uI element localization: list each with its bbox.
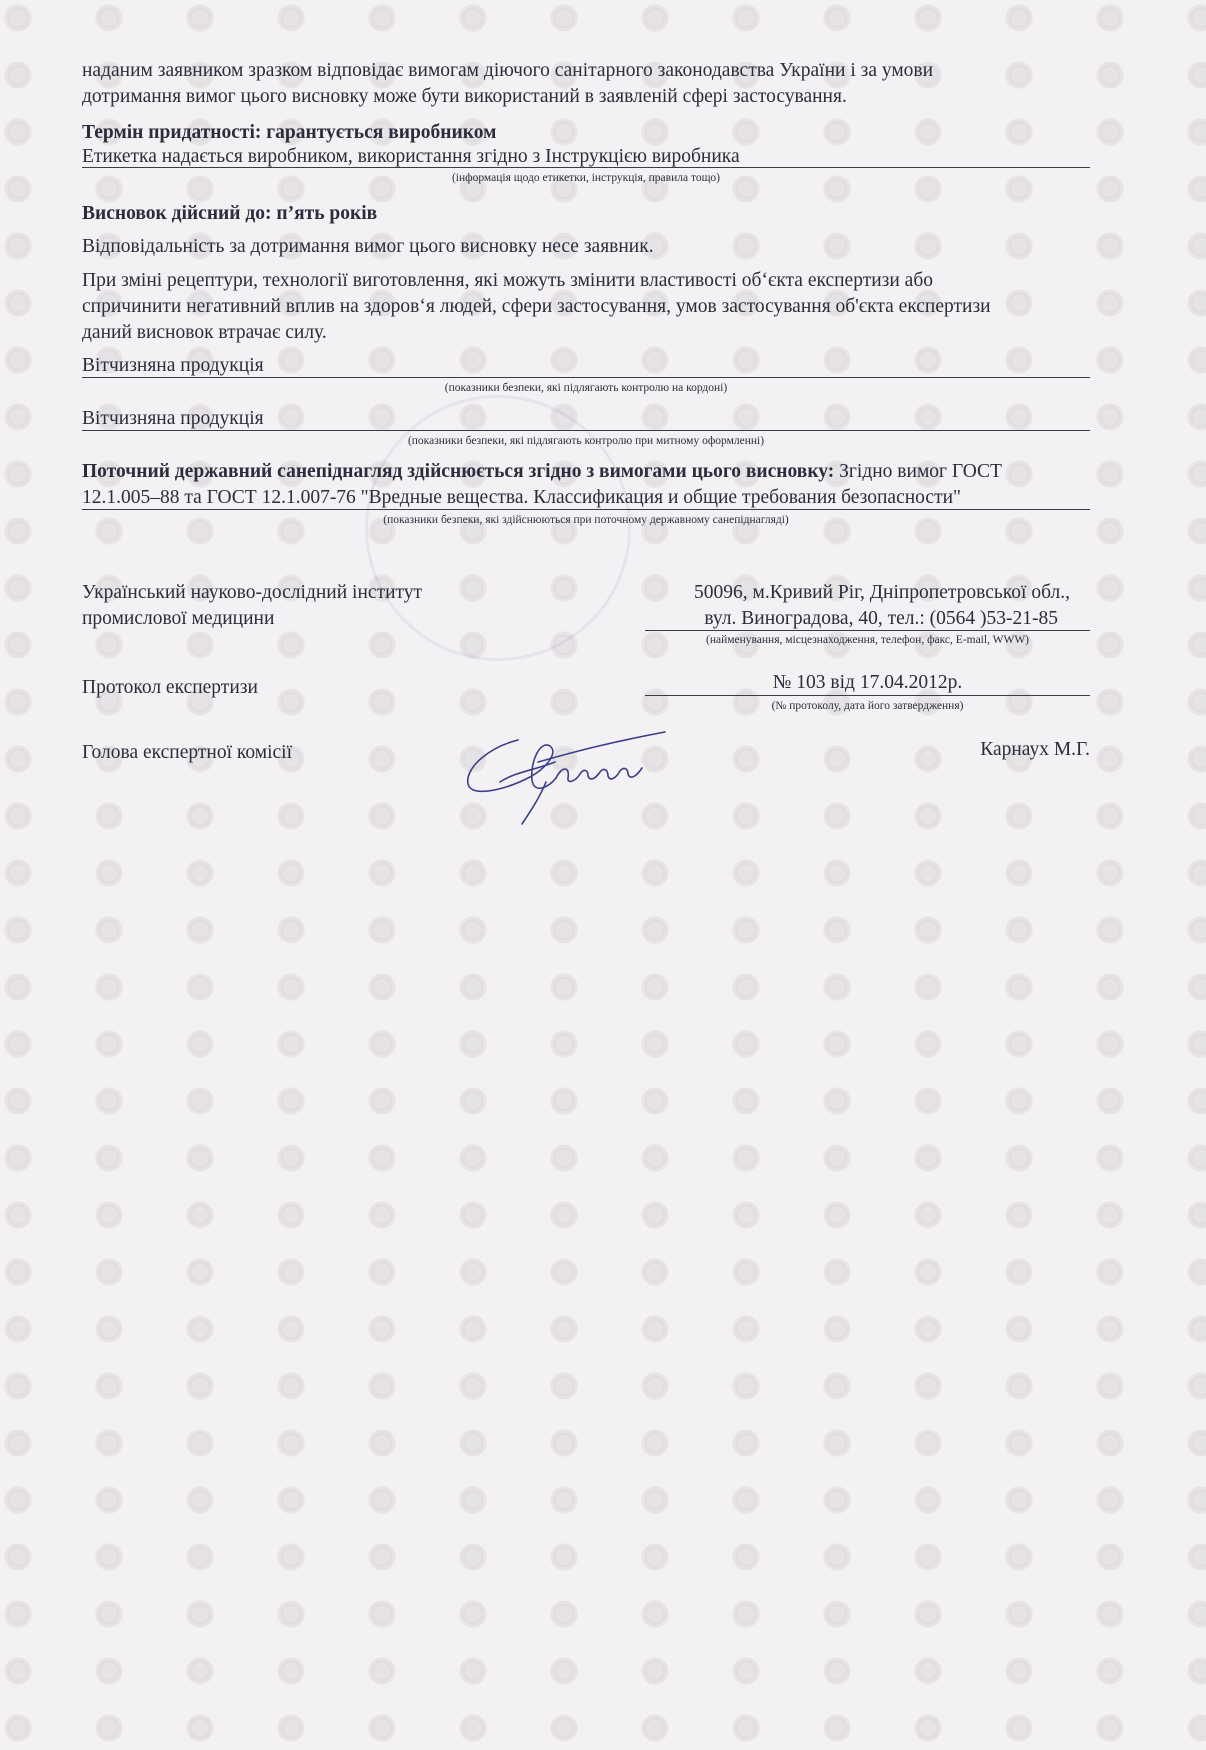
protocol-caption: (№ протоколу, дата його затвердження) [771, 700, 964, 712]
institute-address-rule [645, 630, 1090, 631]
supervision-line-2: 12.1.005–88 та ГОСТ 12.1.007-76 "Вредные вещества. Классификация и общие требования безопасности" [82, 487, 961, 508]
institute-address-caption: (найменування, місцезнаходження, телефон, факс, E-mail, WWW) [705, 634, 1030, 646]
handwritten-signature [460, 722, 680, 827]
shelf-life-label: Термін придатності: гарантується виробником [82, 122, 497, 143]
commission-head-label: Голова експертної комісії [82, 742, 293, 763]
label-info-value: Етикетка надається виробником, використання згідно з Інструкцією виробника [82, 146, 740, 167]
supervision-rule [82, 509, 1090, 510]
intro-line-1: наданим заявником зразком відповідає вимогам діючого санітарного законодавства України і за умови [82, 60, 934, 81]
change-notice-line-3: даний висновок втрачає силу. [82, 322, 327, 343]
responsibility-text: Відповідальність за дотримання вимог цього висновку несе заявник. [82, 236, 654, 257]
supervision-line-1 [82, 459, 1002, 485]
change-notice-line-1: При зміні рецептури, технології виготовлення, які можуть змінити властивості об‘єкта експертизи або [82, 270, 934, 291]
customs-control-caption: (показники безпеки, які підлягають контролю при митному оформленні) [407, 435, 765, 447]
supervision-label: Поточний державний санепіднагляд здійснюється згідно з вимогами цього висновку: [82, 461, 835, 482]
change-notice-line-2: спричинити негативний вплив на здоров‘я людей, сфери застосування, умов застосування об'єкта експертизи [82, 296, 991, 317]
supervision-value-start: Згідно вимог ГОСТ [839, 461, 1002, 482]
customs-control-rule [82, 430, 1090, 431]
customs-control-value: Вітчизняна продукція [82, 408, 264, 429]
label-info-caption: (інформація щодо етикетки, інструкція, правила тощо) [451, 172, 721, 184]
institute-name-line-2: промислової медицини [82, 608, 275, 629]
border-control-caption: (показники безпеки, які підлягають контролю на кордоні) [444, 382, 728, 394]
protocol-label: Протокол експертизи [82, 677, 258, 698]
institute-address-line-1: 50096, м.Кривий Ріг, Дніпропетровської обл., [694, 582, 1070, 603]
supervision-caption: (показники безпеки, які здійснюються при поточному державному санепіднагляді) [383, 514, 789, 526]
border-control-rule [82, 377, 1090, 378]
protocol-value: № 103 від 17.04.2012р. [772, 672, 963, 693]
institute-name-line-1: Український науково-дослідний інститут [82, 582, 423, 603]
validity-text: Висновок дійсний до: п’ять років [82, 203, 378, 224]
institute-address-line-2: вул. Виноградова, 40, тел.: (0564 )53-21-85 [704, 608, 1058, 629]
protocol-rule [645, 695, 1090, 696]
border-control-value: Вітчизняна продукція [82, 355, 264, 376]
label-info-rule [82, 167, 1090, 168]
commission-head-name: Карнаух М.Г. [980, 739, 1090, 760]
intro-line-2: дотримання вимог цього висновку може бути використаний в заявленій сфері застосування. [82, 86, 847, 107]
